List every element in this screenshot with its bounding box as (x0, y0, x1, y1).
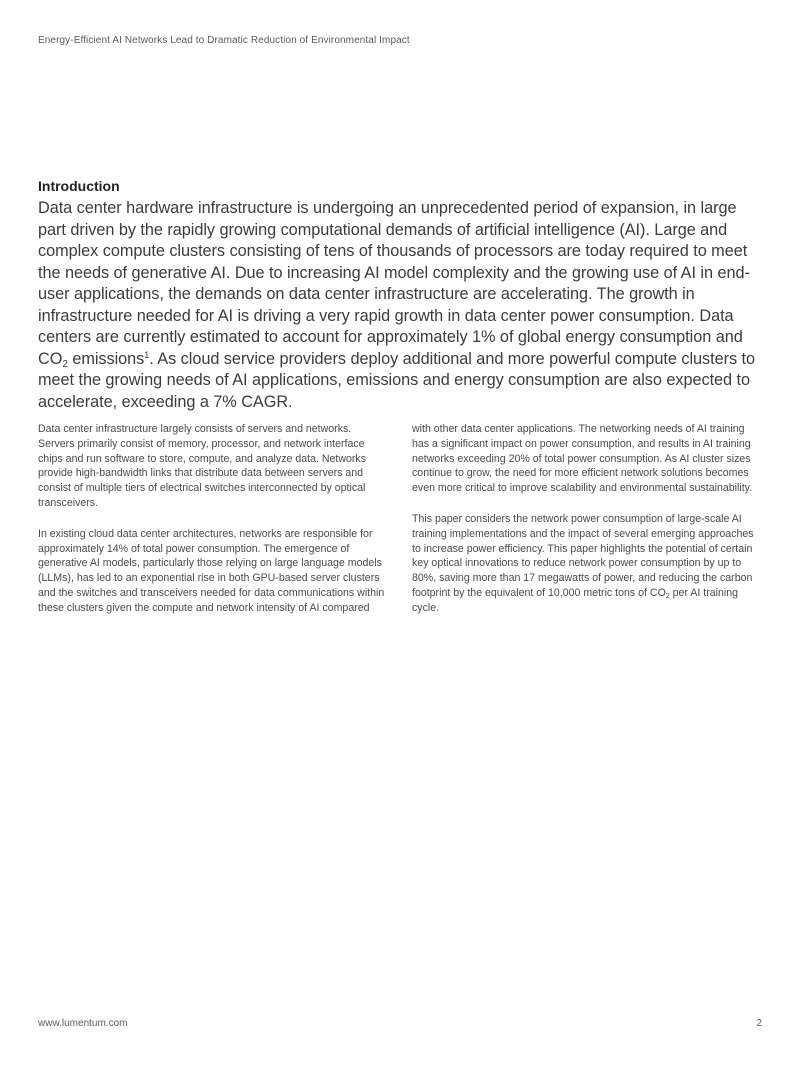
lead-text-part: . As cloud service providers deploy additional and more powerful compute clusters to meet the growing needs of AI applications, emissions and energy consumption are also expected to accelerate, exceeding a 7% CAGR. (38, 349, 755, 411)
running-header: Energy-Efficient AI Networks Lead to Dramatic Reduction of Environmental Impact (38, 35, 410, 46)
body-paragraph: In existing cloud data center architectures, networks are responsible for approximately 14% of total power consumption. The emergence of generative AI models, particularly those relying on large language models (LLMs), has led to an exponential rise in both GPU-based server clusters and the switches and transceivers needed for data communications within these clusters given the compute and network intensity of AI compared (38, 527, 385, 614)
body-text-part: per AI training cycle. (412, 586, 739, 614)
lead-text-part: emissions (67, 349, 145, 368)
section-heading: Introduction (38, 178, 120, 194)
lead-paragraph (38, 198, 764, 413)
body-paragraph: with other data center applications. The networking needs of AI training has a significant impact on power consumption, and results in AI training networks exceeding 20% of total power consumption. As AI cluster sizes continue to grow, the need for more efficient network solutions becomes even more critical to improve scalability and environmental sustainability. (412, 423, 753, 495)
body-text-part: This paper considers the network power consumption of large-scale AI training implementations and the impact of several emerging approaches to increase power efficiency. This paper highlights the potential of certain key optical innovations to reduce network power consumption by up to 80%, saving more than 17 megawatts of power, and reducing the carbon footprint by the equivalent of 10,000 metric tons of CO (412, 512, 754, 599)
introduction-section (38, 177, 764, 413)
co2-subscript: 2 (62, 358, 68, 370)
right-column (412, 422, 764, 632)
body-paragraph (412, 512, 764, 616)
page-number: 2 (756, 1018, 762, 1029)
footer-website-link[interactable]: www.lumentum.com (38, 1018, 128, 1029)
lead-text-part: Data center hardware infrastructure is undergoing an unprecedented period of expansion, in large part driven by the rapidly growing computational demands of artificial intelligence (AI). Large and complex compute clusters consisting of tens of thousands of processors are today required to meet the needs of generative AI. Due to increasing AI model complexity and the growing use of AI in end-user applications, the demands on data center infrastructure are accelerating. The growth in infrastructure needed for AI is driving a very rapid growth in data center power consumption. Data centers are currently estimated to account for approximately 1% of global energy consumption and CO (38, 199, 750, 368)
body-columns (38, 422, 764, 632)
co2-subscript: 2 (665, 592, 670, 600)
body-paragraph: Data center infrastructure largely consists of servers and networks. Servers primarily consist of memory, processor, and network interface chips and run software to store, compute, and analyze data. Networks provide high-bandwidth links that distribute data between servers and consist of multiple tiers of electrical switches interconnected by optical transceivers. (38, 423, 366, 509)
left-column (38, 422, 390, 632)
footnote-marker[interactable]: 1 (144, 349, 150, 360)
